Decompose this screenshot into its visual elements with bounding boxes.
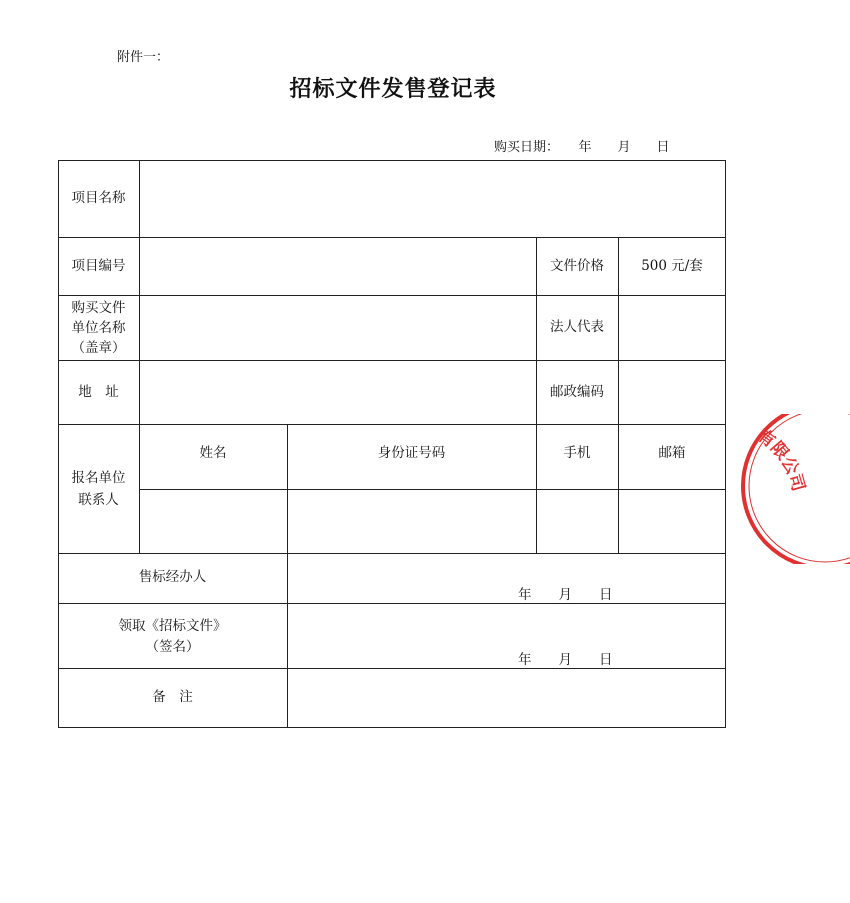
legal-rep-field[interactable]	[619, 296, 725, 360]
col-header-name-text: 姓名	[199, 445, 227, 461]
project-name-label	[58, 160, 139, 237]
purchase-date-line: 购买日期： 年 月 日	[494, 140, 670, 155]
buyer-org-field[interactable]	[140, 296, 536, 360]
address-label	[58, 360, 139, 424]
remarks-field[interactable]	[288, 669, 725, 727]
doc-price-value-text: 500 元/套	[641, 257, 703, 274]
legal-rep-label-text: 法人代表	[550, 319, 604, 335]
col-header-name	[139, 424, 287, 489]
buyer-org-label-line2: 单位名称	[71, 319, 126, 336]
contact-label-line2: 联系人	[78, 491, 119, 508]
col-header-email	[618, 424, 726, 489]
contact-email-field[interactable]	[619, 490, 725, 553]
receiver-label	[58, 603, 287, 668]
seller-signature-field[interactable]	[288, 554, 725, 603]
attachment-label: 附件一：	[117, 50, 170, 65]
project-number-label-text: 项目编号	[71, 257, 126, 274]
contact-id-field[interactable]	[288, 490, 536, 553]
receiver-date: 年 月 日	[518, 652, 613, 668]
seal-graphic	[740, 414, 850, 564]
registration-form-table	[58, 160, 726, 728]
col-header-email-text: 邮箱	[658, 445, 686, 461]
receiver-label-line1: 领取《招标文件》	[118, 618, 227, 634]
col-header-id	[287, 424, 536, 489]
contact-phone-field[interactable]	[537, 490, 618, 553]
seller-label	[58, 553, 287, 603]
contact-label-line1: 报名单位	[71, 469, 126, 486]
table-border-bottom	[58, 727, 726, 728]
postal-code-field[interactable]	[619, 361, 725, 424]
seal-text: 有限公司	[753, 425, 809, 494]
project-name-label-text: 项目名称	[71, 190, 126, 206]
doc-price-label-text: 文件价格	[550, 257, 604, 274]
project-name-field[interactable]	[140, 161, 725, 237]
buyer-org-label-line3: （盖章）	[71, 339, 126, 356]
project-number-label	[58, 237, 139, 295]
postal-code-label	[536, 360, 618, 424]
buyer-org-label-line1: 购买文件	[71, 299, 126, 316]
address-field[interactable]	[140, 361, 536, 424]
remarks-label-text: 备 注	[152, 689, 193, 705]
col-header-id-text: 身份证号码	[377, 445, 446, 461]
company-seal	[740, 414, 850, 564]
seller-date: 年 月 日	[518, 587, 613, 603]
col-header-phone-text: 手机	[563, 445, 591, 461]
seller-label-text: 售标经办人	[138, 569, 207, 585]
buyer-org-label	[58, 295, 139, 360]
address-label-text: 地 址	[78, 383, 119, 400]
receiver-label-line2: （签名）	[145, 639, 200, 655]
project-number-field[interactable]	[140, 238, 536, 295]
doc-price-value	[618, 237, 726, 295]
document-title: 招标文件发售登记表	[289, 76, 497, 102]
doc-price-label	[536, 237, 618, 295]
contact-name-field[interactable]	[140, 490, 287, 553]
receiver-signature-field[interactable]	[288, 604, 725, 668]
remarks-label	[58, 668, 287, 727]
postal-code-label-text: 邮政编码	[550, 383, 604, 400]
col-header-phone	[536, 424, 618, 489]
legal-rep-label	[536, 295, 618, 360]
contact-label	[58, 424, 139, 553]
